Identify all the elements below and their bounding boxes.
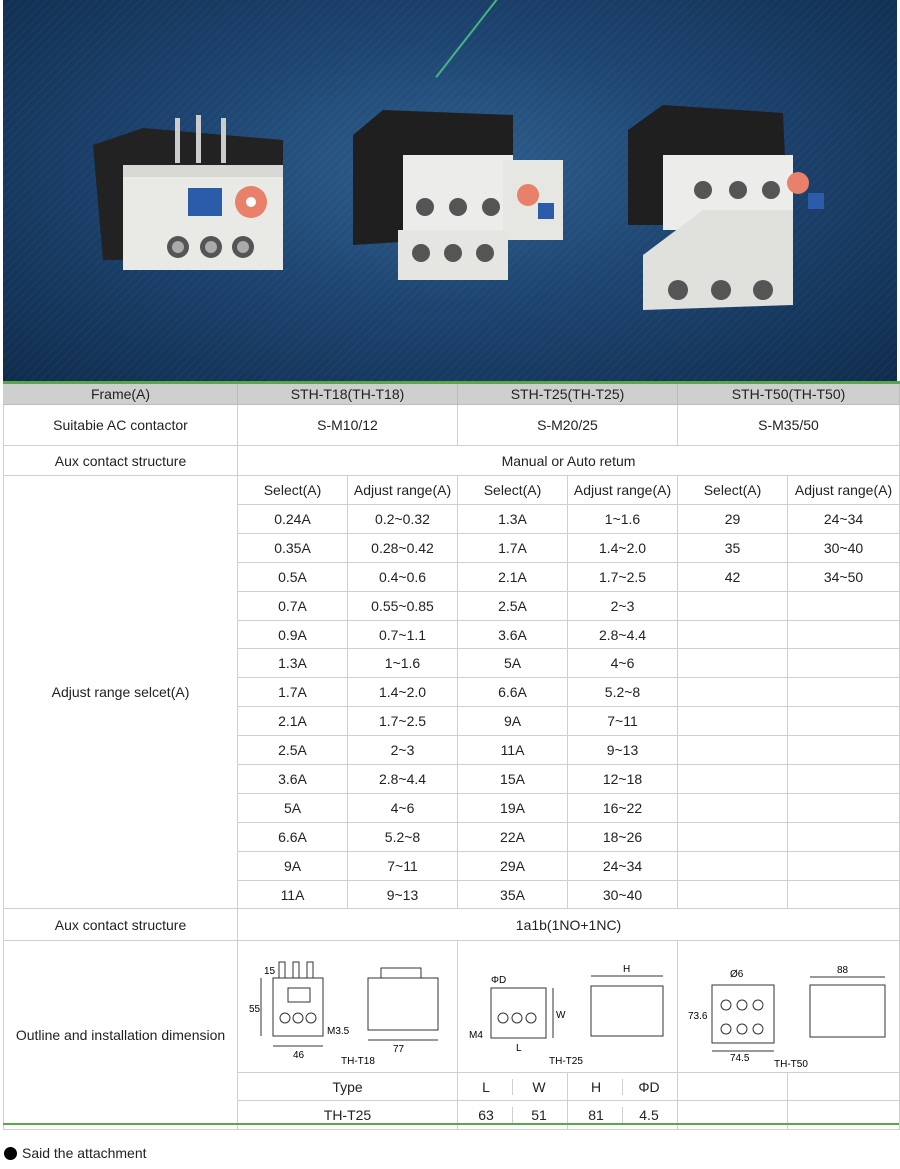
t25-screw-label: M4 (468, 1029, 483, 1041)
select-value: 3.6A (238, 765, 348, 794)
select-value: 2.1A (238, 707, 348, 736)
select-value: 0.24A (238, 505, 348, 534)
select-value: 29A (458, 851, 568, 880)
t50-depth-label: 88 (836, 964, 848, 976)
outline-t25-drawing (458, 941, 678, 1073)
select-header: Select(A) (458, 476, 568, 505)
select-value: 42 (678, 562, 788, 591)
range-header: Adjust range(A) (568, 476, 678, 505)
outline-t18-drawing (238, 941, 458, 1073)
select-value: 11A (238, 880, 348, 909)
select-value: 2.5A (458, 591, 568, 620)
aux-value-1: Manual or Auto retum (238, 446, 900, 476)
range-value: 1.4~2.0 (348, 678, 458, 707)
empty-cell (678, 1073, 788, 1101)
select-value: 1.3A (458, 505, 568, 534)
t25-phi-label: ΦD (490, 974, 506, 986)
range-value (788, 678, 900, 707)
select-value (678, 765, 788, 794)
range-value: 1~1.6 (348, 649, 458, 678)
t50-h-label: 73.6 (687, 1010, 707, 1022)
contactor-t18: S-M10/12 (238, 405, 458, 446)
bullet-icon (4, 1147, 17, 1160)
range-value: 30~40 (568, 880, 678, 909)
aux-value-2: 1a1b(1NO+1NC) (238, 909, 900, 941)
dims-d-header: ΦD (622, 1079, 675, 1095)
range-header: Adjust range(A) (788, 476, 900, 505)
range-value (788, 591, 900, 620)
select-value: 6.6A (238, 822, 348, 851)
select-value (678, 707, 788, 736)
t18-top-label: 15 (263, 965, 275, 977)
select-value: 2.1A (458, 562, 568, 591)
header-t25: STH-T25(TH-T25) (458, 383, 678, 405)
table-bottom-rule (3, 1123, 899, 1125)
range-value: 24~34 (788, 505, 900, 534)
select-value: 19A (458, 793, 568, 822)
dims-type-header: Type (238, 1073, 458, 1101)
select-header: Select(A) (678, 476, 788, 505)
empty-cell (788, 1073, 900, 1101)
t50-caption: TH-T50 (773, 1058, 808, 1067)
range-value (788, 793, 900, 822)
range-value (788, 822, 900, 851)
outline-t50-drawing (678, 941, 900, 1073)
header-t18: STH-T18(TH-T18) (238, 383, 458, 405)
t18-width-label: 46 (292, 1049, 304, 1061)
dims-l-w (458, 1101, 568, 1130)
range-value: 9~13 (348, 880, 458, 909)
select-value: 2.5A (238, 736, 348, 765)
select-value: 5A (458, 649, 568, 678)
range-value: 9~13 (568, 736, 678, 765)
select-value: 0.5A (238, 562, 348, 591)
dims-h: 81 (588, 1107, 604, 1124)
t25-h-label: H (622, 963, 630, 975)
range-value: 16~22 (568, 793, 678, 822)
range-value (788, 620, 900, 649)
dims-w-header: W (512, 1079, 565, 1095)
spec-table (3, 381, 900, 1130)
select-value (678, 620, 788, 649)
range-value: 2~3 (348, 736, 458, 765)
select-value (678, 736, 788, 765)
range-value (788, 707, 900, 736)
dims-l: 63 (478, 1107, 494, 1124)
range-value: 1.4~2.0 (568, 533, 678, 562)
select-value: 9A (458, 707, 568, 736)
select-value: 11A (458, 736, 568, 765)
range-value: 5.2~8 (568, 678, 678, 707)
t25-l-label: L (515, 1042, 522, 1054)
range-value: 4~6 (348, 793, 458, 822)
range-value: 30~40 (788, 533, 900, 562)
relay-th-t50-image (623, 95, 843, 320)
range-value: 7~11 (568, 707, 678, 736)
range-value: 1.7~2.5 (348, 707, 458, 736)
range-value (788, 765, 900, 794)
aux-label-1: Aux contact structure (4, 446, 238, 476)
dims-h-header: H ΦD (568, 1073, 678, 1101)
select-value (678, 851, 788, 880)
footer-note (4, 1145, 147, 1161)
select-value (678, 822, 788, 851)
t25-caption: TH-T25 (548, 1055, 583, 1066)
t25-w-label: W (555, 1009, 565, 1021)
relay-th-t25-image (343, 95, 573, 285)
select-value: 6.6A (458, 678, 568, 707)
select-value: 1.7A (238, 678, 348, 707)
select-header: Select(A) (238, 476, 348, 505)
select-value: 1.3A (238, 649, 348, 678)
select-value: 22A (458, 822, 568, 851)
range-value: 2.8~4.4 (348, 765, 458, 794)
select-value: 1.7A (458, 533, 568, 562)
range-value (788, 736, 900, 765)
range-value: 2.8~4.4 (568, 620, 678, 649)
select-value (678, 678, 788, 707)
empty-cell (678, 1101, 788, 1130)
aux-label-2: Aux contact structure (4, 909, 238, 941)
range-value: 0.2~0.32 (348, 505, 458, 534)
select-value: 0.9A (238, 620, 348, 649)
select-value (678, 880, 788, 909)
dims-h-d (568, 1101, 678, 1130)
select-value (678, 649, 788, 678)
select-value: 9A (238, 851, 348, 880)
select-value: 5A (238, 793, 348, 822)
select-value: 0.35A (238, 533, 348, 562)
t18-caption: TH-T18 (340, 1055, 375, 1066)
range-value: 1.7~2.5 (568, 562, 678, 591)
select-value (678, 793, 788, 822)
range-value: 4~6 (568, 649, 678, 678)
outline-label: Outline and installation dimension (4, 941, 238, 1130)
header-t50: STH-T50(TH-T50) (678, 383, 900, 405)
footer-text: Said the attachment (22, 1145, 147, 1161)
t18-depth-label: 77 (392, 1043, 404, 1055)
select-value: 3.6A (458, 620, 568, 649)
select-value: 15A (458, 765, 568, 794)
range-value (788, 649, 900, 678)
dims-l-header: L W (458, 1073, 568, 1101)
range-value: 0.4~0.6 (348, 562, 458, 591)
dims-w: 51 (512, 1107, 565, 1123)
adjust-label: Adjust range selcet(A) (4, 476, 238, 909)
select-value: 35 (678, 533, 788, 562)
range-value (788, 851, 900, 880)
select-value: 35A (458, 880, 568, 909)
range-value: 34~50 (788, 562, 900, 591)
header-frame: Frame(A) (4, 383, 238, 405)
dims-d: 4.5 (622, 1107, 675, 1123)
t50-w-label: 74.5 (729, 1052, 749, 1064)
contactor-label: Suitabie AC contactor (4, 405, 238, 446)
contactor-t25: S-M20/25 (458, 405, 678, 446)
range-value: 5.2~8 (348, 822, 458, 851)
range-value: 2~3 (568, 591, 678, 620)
range-value: 0.28~0.42 (348, 533, 458, 562)
select-value: 29 (678, 505, 788, 534)
empty-cell (788, 1101, 900, 1130)
t18-height-label: 55 (248, 1003, 260, 1015)
t50-phi-label: Ø6 (729, 968, 743, 980)
select-value (678, 591, 788, 620)
t18-screw-label: M3.5 (326, 1025, 349, 1037)
range-value: 0.55~0.85 (348, 591, 458, 620)
product-banner (3, 0, 897, 381)
range-value: 0.7~1.1 (348, 620, 458, 649)
range-value: 12~18 (568, 765, 678, 794)
range-value: 18~26 (568, 822, 678, 851)
range-value: 1~1.6 (568, 505, 678, 534)
contactor-t50: S-M35/50 (678, 405, 900, 446)
range-value (788, 880, 900, 909)
dims-type: TH-T25 (238, 1101, 458, 1130)
range-value: 24~34 (568, 851, 678, 880)
relay-th-t18-image (83, 110, 293, 280)
range-header: Adjust range(A) (348, 476, 458, 505)
select-value: 0.7A (238, 591, 348, 620)
range-value: 7~11 (348, 851, 458, 880)
